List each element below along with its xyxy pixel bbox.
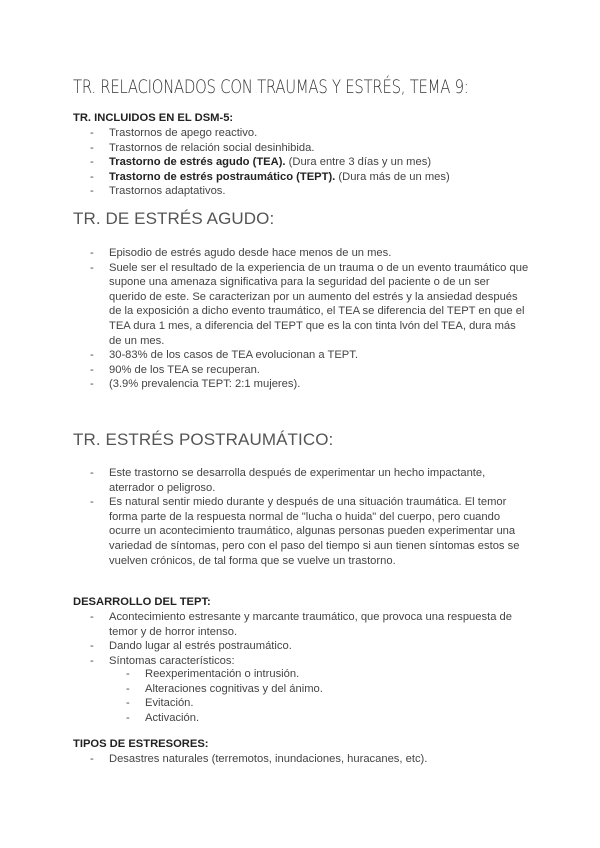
list-item: - Este trastorno se desarrolla después de experimentar un hecho impactante, aterrador o peligroso. (90, 467, 486, 494)
list-item: - Trastorno de estrés postraumático (TEPT). (Dura más de un mes) (90, 170, 450, 183)
post-list (90, 466, 524, 568)
list-item: - Trastorno de estrés agudo (TEA). (Dura entre 3 días y un mes) (90, 156, 432, 169)
list-item: - 90% de los TEA se recuperan. (90, 363, 260, 376)
list-item: - Episodio de estrés agudo desde hace menos de un mes. (90, 247, 392, 259)
list-item: - Síntomas característicos: (90, 654, 235, 667)
list-item: - (3.9% prevalencia TEPT: 2:1 mujeres). (90, 378, 301, 391)
list-item: - Trastornos de relación social desinhibida. (90, 141, 315, 154)
list-item: - Trastornos adaptativos. (90, 185, 226, 198)
list-item: - Suele ser el resultado de la experiencia de un trauma o de un evento traumático que supone una amenaza significativa para la seguridad del paciente o de un ser querido de este. Se caracterizan por un aumento del estrés y la ansiedad después de la exposición a dicho evento traumático, el TEA se diferencia del TEPT en que el TEA dura 1 mes, a diferencia del TEPT que es la con tinta lvón del TEA, dura más de un mes. (90, 261, 529, 347)
sintomas-list (126, 667, 525, 725)
page-title: TR. RELACIONADOS CON TRAUMAS Y ESTRÉS, TEMA 9: (73, 76, 469, 98)
dsm-heading: TR. INCLUIDOS EN EL DSM-5: (73, 112, 234, 124)
list-item: - Acontecimiento estresante y marcante traumático, que provoca una respuesta de temor y de horror intenso. (90, 611, 512, 638)
list-item: - 30-83% de los casos de TEA evolucionan a TEPT. (90, 349, 358, 362)
list-item: - Alteraciones cognitivas y del ánimo. (126, 682, 323, 695)
list-item: - Dando lugar al estrés postraumático. (90, 640, 292, 653)
desarrollo-heading: DESARROLLO DEL TEPT: (73, 596, 211, 608)
tipos-list (90, 752, 529, 767)
dsm-list (90, 126, 529, 199)
desarrollo-list (90, 610, 519, 668)
list-item: - Reexperimentación o intrusión. (126, 668, 300, 680)
agudo-list (90, 246, 529, 392)
list-item: - Activación. (126, 711, 200, 724)
list-item: - Evitación. (126, 697, 194, 710)
tipos-heading: TIPOS DE ESTRESORES: (73, 738, 209, 750)
section-heading-postraumatico: TR. ESTRÉS POSTRAUMÁTICO: (73, 430, 334, 449)
list-item: - Trastornos de apego reactivo. (90, 127, 258, 139)
section-heading-agudo: TR. DE ESTRÉS AGUDO: (73, 209, 275, 228)
list-item: - Es natural sentir miedo durante y después de una situación traumática. El temor forma parte de la respuesta normal de "lucha o huida" del cuerpo, pero cuando ocurre un acontecimiento traumático, algunas personas pueden experimentar una variedad de síntomas, pero con el paso del tiempo si aun tienen síntomas estos se vuelven crónicos, de tal forma que se vuelve un trastorno. (90, 496, 520, 567)
list-item: - Desastres naturales (terremotos, inundaciones, huracanes, etc). (90, 753, 428, 765)
